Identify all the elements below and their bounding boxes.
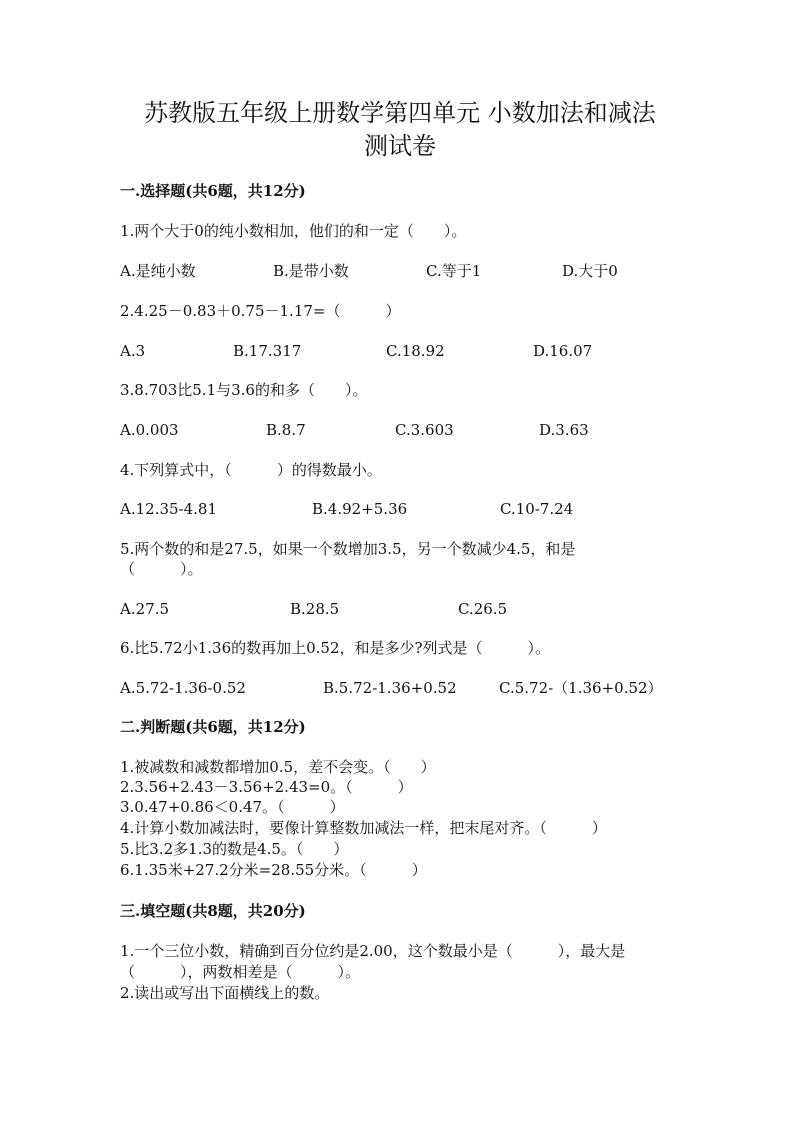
judge-item: 3.0.47+0.86＜0.47。（ ） [120, 798, 345, 816]
option-c: C.18.92 [386, 342, 445, 360]
option-c: C.26.5 [458, 600, 508, 618]
option-a: A.3 [120, 342, 146, 360]
option-d: D.16.07 [533, 342, 593, 360]
option-c: C.3.603 [395, 421, 454, 439]
option-a: A.12.35-4.81 [120, 500, 218, 518]
option-b: B.8.7 [266, 421, 306, 439]
question-stem-continued: （ ）。 [120, 560, 203, 578]
page-title: 苏教版五年级上册数学第四单元 小数加法和减法 [144, 99, 656, 127]
page-title-line2: 测试卷 [364, 132, 436, 160]
option-a: A.27.5 [120, 600, 169, 618]
fill-item: 2.读出或写出下面横线上的数。 [120, 984, 330, 1002]
fill-item: 1.一个三位小数，精确到百分位约是2.00，这个数最小是（ ），最大是 [120, 942, 626, 960]
section-heading-judge: 二.判断题(共6题，共12分) [120, 718, 306, 736]
option-b: B.5.72-1.36+0.52 [323, 679, 457, 697]
judge-item: 5.比3.2多1.3的数是4.5。（ ） [120, 840, 349, 858]
option-a: A.5.72-1.36-0.52 [120, 679, 246, 697]
option-a: A.是纯小数 [120, 262, 196, 280]
fill-item-continued: （ ），两数相差是（ ）。 [120, 963, 361, 981]
judge-item: 4.计算小数加减法时，要像计算整数加减法一样，把末尾对齐。（ ） [120, 819, 607, 837]
option-a: A.0.003 [120, 421, 179, 439]
section-heading-fill: 三.填空题(共8题，共20分) [120, 902, 306, 920]
question-stem: 6.比5.72小1.36的数再加上0.52，和是多少?列式是（ ）。 [120, 639, 551, 657]
question-stem: 4.下列算式中，（ ）的得数最小。 [120, 461, 382, 479]
option-c: C.5.72-（1.36+0.52） [499, 679, 663, 697]
judge-item: 6.1.35米+27.2分米=28.55分米。（ ） [120, 861, 427, 879]
judge-item: 2.3.56+2.43－3.56+2.43=0。（ ） [120, 778, 413, 796]
option-b: B.4.92+5.36 [312, 500, 408, 518]
question-stem: 5.两个数的和是27.5，如果一个数增加3.5，另一个数减少4.5，和是 [120, 540, 576, 558]
question-stem: 2.4.25－0.83＋0.75－1.17=（ ） [120, 302, 401, 320]
option-b: B.17.317 [233, 342, 302, 360]
question-stem: 3.8.703比5.1与3.6的和多（ ）。 [120, 381, 368, 399]
question-stem: 1.两个大于0的纯小数相加，他们的和一定（ ）。 [120, 222, 467, 240]
option-d: D.大于0 [562, 262, 618, 280]
option-c: C.10-7.24 [500, 500, 574, 518]
judge-item: 1.被减数和减数都增加0.5，差不会变。（ ） [120, 758, 436, 776]
section-heading-choice: 一.选择题(共6题，共12分) [120, 182, 306, 200]
option-b: B.是带小数 [273, 262, 349, 280]
option-b: B.28.5 [290, 600, 340, 618]
option-c: C.等于1 [426, 262, 482, 280]
option-d: D.3.63 [539, 421, 589, 439]
